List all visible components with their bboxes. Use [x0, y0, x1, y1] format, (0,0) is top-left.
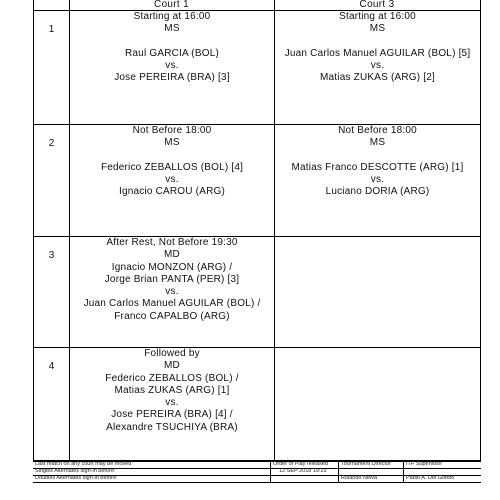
event-type: MS: [369, 23, 386, 35]
row-number: 3: [48, 250, 55, 261]
footer-divider: [403, 461, 404, 482]
itf-supervisor-label: ITF Supervisor: [406, 461, 443, 467]
schedule-row-2: [34, 125, 480, 237]
player-line: Alexandre TSUCHIYA (BRA): [106, 421, 238, 433]
court-1-header: Court 1: [154, 0, 189, 10]
match-cell-court-1: [70, 125, 274, 199]
court-3-header: Court 3: [359, 0, 395, 10]
order-released-label: Order of Play released: [273, 461, 329, 467]
event-type: MS: [369, 137, 386, 149]
versus: vs.: [165, 174, 179, 186]
event-type: MD: [164, 249, 180, 261]
footer-rule: [33, 482, 481, 483]
court-header-row: [34, 0, 480, 11]
match-cell-court-1: [70, 11, 274, 85]
match-time: Starting at 16:00: [133, 11, 211, 22]
singles-signin-note: Singles Alternates sign-in before:: [35, 468, 116, 474]
spacer: [70, 36, 274, 48]
spacer: [70, 150, 274, 162]
tournament-director-name: Rolando Nieva: [341, 475, 378, 481]
match-cell-court-3: [275, 11, 480, 85]
footer-divider: [270, 461, 271, 482]
doubles-signin-note: Doubles Alternates sign-in before:: [35, 475, 118, 481]
row-number: 1: [48, 24, 55, 35]
match-time: Starting at 16:00: [339, 11, 416, 22]
spacer: [275, 36, 480, 48]
player-line: Ignacio MONZON (ARG) /: [111, 261, 233, 273]
versus: vs.: [165, 286, 179, 298]
match-time: Followed by: [144, 348, 200, 359]
last-match-note: Last match on any court may be moved: [35, 461, 132, 467]
player-line: Matias ZUKAS (ARG) [1]: [114, 384, 230, 396]
player-line: Franco CAPALBO (ARG): [114, 310, 230, 322]
player-line: Luciano DORIA (ARG): [325, 186, 430, 198]
schedule-row-3: [34, 237, 480, 348]
player-line: Juan Carlos Manuel AGUILAR (BOL) [5]: [284, 47, 471, 59]
row-number: 4: [48, 361, 55, 372]
player-line: Raul GARCIA (BOL): [125, 47, 219, 59]
event-type: MS: [164, 23, 180, 35]
spacer: [275, 150, 480, 162]
versus: vs.: [165, 60, 179, 72]
player-line: Jose PEREIRA (BRA) [3]: [114, 72, 230, 84]
match-cell-court-1: [70, 237, 274, 323]
player-line: Jose PEREIRA (BRA) [4] /: [111, 409, 233, 421]
footer-info: [33, 461, 481, 491]
event-type: MS: [164, 137, 180, 149]
row-number: 2: [48, 138, 55, 149]
itf-supervisor-name: Pablo A. Del Gobbo: [406, 475, 455, 481]
versus: vs.: [370, 60, 385, 72]
player-line: Jorge Brian PANTA (PER) [3]: [104, 273, 240, 285]
player-line: Matias ZUKAS (ARG) [2]: [320, 72, 435, 84]
match-time: Not Before 18:00: [338, 125, 417, 136]
player-line: Federico ZEBALLOS (BOL) /: [105, 372, 239, 384]
footer-divider: [338, 461, 339, 482]
match-cell-court-3: [275, 125, 480, 199]
event-type: MD: [164, 360, 180, 372]
schedule-row-4: [34, 348, 480, 461]
match-time: Not Before 18:00: [132, 125, 212, 136]
player-line: Ignacio CAROU (ARG): [118, 186, 226, 198]
tournament-director-label: Tournament Director: [341, 461, 391, 467]
player-line: Federico ZEBALLOS (BOL) [4]: [100, 161, 244, 173]
versus: vs.: [165, 397, 179, 409]
schedule-row-1: [34, 11, 480, 125]
order-released-value: 12 SEP 2018 19:23: [279, 468, 327, 474]
player-line: Matias Franco DESCOTTE (ARG) [1]: [291, 161, 464, 173]
match-cell-court-1: [70, 348, 274, 434]
versus: vs.: [370, 174, 385, 186]
schedule-table: [33, 0, 481, 461]
player-line: Juan Carlos Manuel AGUILAR (BOL) /: [83, 298, 261, 310]
match-time: After Rest, Not Before 19:30: [106, 237, 238, 248]
